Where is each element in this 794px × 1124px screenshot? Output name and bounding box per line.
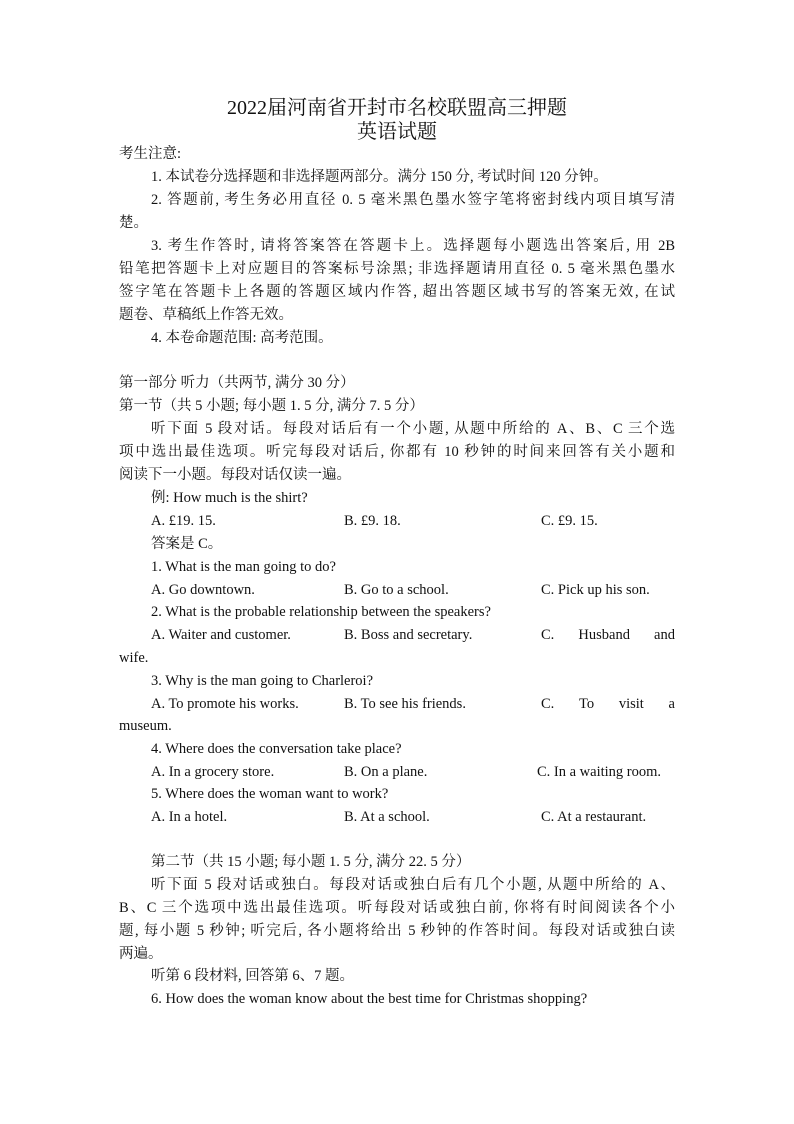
exam-title: 2022届河南省开封市名校联盟高三押题	[227, 97, 567, 119]
notice-item-3-line-1: 3. 考生作答时, 请将答案答在答题卡上。选择题每小题选出答案后, 用 2B	[151, 238, 675, 254]
notice-item-3-line-4: 题卷、草稿纸上作答无效。	[119, 307, 293, 323]
example-option-c: C. £9. 15.	[541, 513, 598, 529]
question-2-option-c-word: and	[654, 627, 675, 643]
section1-instruction-line-1: 听下面 5 段对话。每段对话后有一个小题, 从题中所给的 A、B、C 三个选	[151, 421, 675, 437]
exam-subtitle: 英语试题	[357, 121, 437, 143]
question-1-option-b: B. Go to a school.	[344, 582, 449, 598]
section2-instruction-line-3: 题, 每小题 5 秒钟; 听完后, 各小题将给出 5 秒钟的作答时间。每段对话或独白读	[119, 923, 675, 939]
section2-heading: 第二节（共 15 小题; 每小题 1. 5 分, 满分 22. 5 分）	[151, 854, 471, 870]
question-1-option-c: C. Pick up his son.	[541, 582, 650, 598]
section1-instruction-line-2: 项中选出最佳选项。听完每段对话后, 你都有 10 秒钟的时间来回答有关小题和	[119, 444, 675, 460]
question-2-option-b: B. Boss and secretary.	[344, 627, 473, 643]
section1-heading: 第一节（共 5 小题; 每小题 1. 5 分, 满分 7. 5 分）	[119, 398, 424, 414]
question-2: 2. What is the probable relationship between the speakers?	[151, 604, 491, 620]
question-3-option-c-word: To	[579, 696, 595, 712]
notice-item-1: 1. 本试卷分选择题和非选择题两部分。满分 150 分, 考试时间 120 分钟。	[151, 169, 608, 185]
question-4-option-c: C. In a waiting room.	[537, 764, 662, 780]
question-3-option-c	[541, 694, 675, 714]
notice-item-2-line-2: 楚。	[119, 215, 148, 231]
question-5: 5. Where does the woman want to work?	[151, 786, 389, 802]
question-2-option-c	[541, 625, 675, 645]
question-2-option-c-word: Husband	[578, 627, 630, 643]
question-3-option-b: B. To see his friends.	[344, 696, 466, 712]
notice-item-4: 4. 本卷命题范围: 高考范围。	[151, 330, 333, 346]
notice-heading: 考生注意:	[119, 146, 182, 162]
notice-item-2-line-1: 2. 答题前, 考生务必用直径 0. 5 毫米黑色墨水签字笔将密封线内项目填写清	[151, 192, 675, 208]
question-3-option-c-word: C.	[541, 696, 555, 712]
question-3-option-a: A. To promote his works.	[151, 696, 299, 712]
question-2-option-c-word: C.	[541, 627, 555, 643]
question-5-option-c: C. At a restaurant.	[541, 809, 647, 825]
part1-heading: 第一部分 听力（共两节, 满分 30 分）	[119, 375, 355, 391]
question-3-option-c-wrap: museum.	[119, 718, 172, 734]
question-4-option-b: B. On a plane.	[344, 764, 428, 780]
question-6: 6. How does the woman know about the best time for Christmas shopping?	[151, 991, 588, 1007]
question-1-option-a: A. Go downtown.	[151, 582, 255, 598]
question-3: 3. Why is the man going to Charleroi?	[151, 673, 374, 689]
example-answer: 答案是 C。	[151, 536, 223, 552]
question-2-option-a: A. Waiter and customer.	[151, 627, 291, 643]
question-5-option-a: A. In a hotel.	[151, 809, 228, 825]
question-5-option-b: B. At a school.	[344, 809, 430, 825]
question-1: 1. What is the man going to do?	[151, 559, 336, 575]
section1-instruction-line-3: 阅读下一小题。每段对话仅读一遍。	[119, 467, 351, 483]
section2-instruction-line-4: 两遍。	[119, 946, 163, 962]
section2-instruction-line-1: 听下面 5 段对话或独白。每段对话或独白后有几个小题, 从题中所给的 A、	[151, 877, 675, 893]
example-option-a: A. £19. 15.	[151, 513, 216, 529]
example-question: 例: How much is the shirt?	[151, 490, 308, 506]
question-3-option-c-word: visit	[618, 696, 644, 712]
question-2-option-c-wrap: wife.	[119, 650, 149, 666]
section2-instruction-line-2: B、C 三个选项中选出最佳选项。听每段对话或独白前, 你将有时间阅读各个小	[119, 900, 675, 916]
material-6-note: 听第 6 段材料, 回答第 6、7 题。	[151, 968, 354, 984]
notice-item-3-line-3: 签字笔在答题卡上各题的答题区域内作答, 超出答题区域书写的答案无效, 在试	[119, 284, 675, 300]
notice-item-3-line-2: 铅笔把答题卡上对应题目的答案标号涂黑; 非选择题请用直径 0. 5 毫米黑色墨水	[119, 261, 675, 277]
question-4-option-a: A. In a grocery store.	[151, 764, 275, 780]
example-option-b: B. £9. 18.	[344, 513, 401, 529]
question-3-option-c-word: a	[668, 696, 675, 712]
question-4: 4. Where does the conversation take place?	[151, 741, 402, 757]
